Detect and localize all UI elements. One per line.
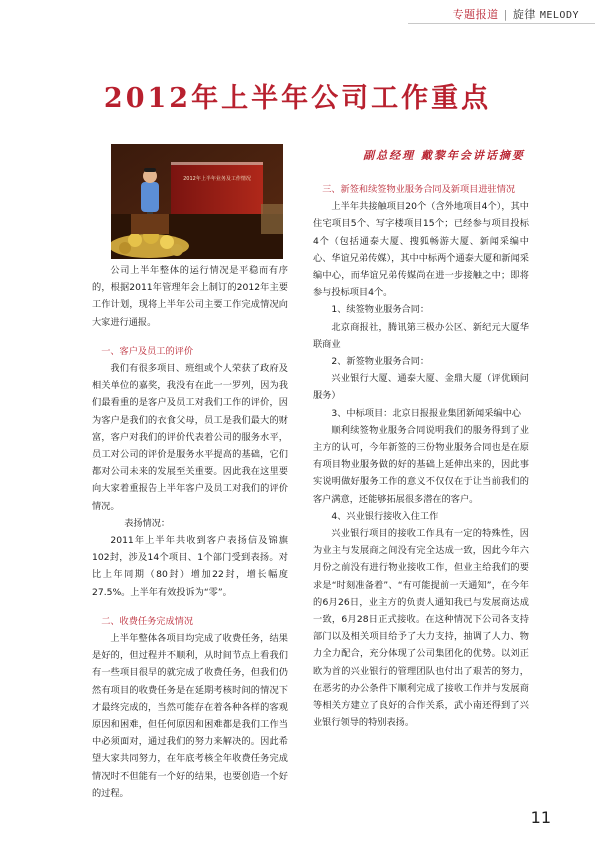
header-rule (408, 23, 595, 24)
article-byline: 副总经理 戴黎年会讲话摘要 (363, 149, 525, 162)
list-item-detail: 北京商报社，腾讯第三极办公区、新纪元大厦华联商业 (313, 321, 529, 350)
paragraph: 兴业银行项目的接收工作具有一定的特殊性，因为业主与发展商之间没有完全达成一致，因此今年六月份之前没有进行物业接收工作，但业主给我们的要求是“时刻准备着”、“有可能提前一天通知”，在今年的6月26日，业主方的负责人通知我已与发展商达成一致，6月28日正式接收。在这种情况下公司各支持部门以及相关项目给予了大力支持，抽调了人力、物力全力配合，充分体现了公司集团化的优势。以刘正欧为首的兴业银行的管理团队也付出了艰苦的努力，在恶劣的办公条件下顺利完成了接收工作并与发展商等相关方建立了良好的合作关系，武小南还得到了兴业银行领导的特别表扬。 (313, 528, 529, 729)
section-heading-2: 二、收费任务完成情况 (101, 615, 194, 627)
list-item: 4、兴业银行接收入住工作 (331, 510, 439, 522)
right-column (313, 181, 529, 732)
paragraph: 我们有很多项目、班组或个人荣获了政府及相关单位的嘉奖，我没有在此一一罗列，因为我们最看重的是客户及员工对我们工作的评价，因为客户是我们的衣食父母，员工是我们最大的财富，客户对我们的评价代表着公司的服务水平，员工对公司的评价是服务水平提高的基础，它们都对公司未来的发展至关重要。因此我在这里要向大家着重报告上半年客户及员工对我们的评价情况。 (92, 363, 288, 512)
photo-stage-speaker-icon (111, 144, 283, 259)
paragraph: 2011年上半年共收到客户表扬信及锦旗102封，涉及14个项目、1个部门受到表扬。对比上年同期（80封）增加22封，增长幅度27.5%。上半年有效投诉为“零”。 (92, 535, 288, 598)
list-item: 3、中标项目：北京日报报业集团新闻采编中心 (331, 407, 521, 419)
page-number: 11 (530, 808, 551, 827)
paragraph: 顺利续签物业服务合同说明我们的服务得到了业主方的认可，今年新签的三份物业服务合同也是在原有项目物业服务做的好的基础上延伸出来的，因此事实说明做好服务工作的意义不仅仅在于让当前我们的客户满意，还能够拓展很多潜在的客户。 (313, 424, 529, 505)
left-column (92, 262, 288, 802)
header-section: 专题报道 (452, 8, 499, 21)
list-item: 2、新签物业服务合同： (331, 356, 430, 368)
paragraph: 上半年整体各项目均完成了收费任务，结果是好的，但过程并不顺利，从时间节点上看我们有一些项目很早的就完成了收费任务，但我们仍然有项目的收费任务是在延期考核时间的情况下才最终完成的，当然可能存在着各种各样的客观原因和困难，但任何原因和困难都是我们工作当中必须面对，通过我们的努力来解决的。因此希望大家共同努力，在年底考核全年收费任务完成情况时不但能有一个好的结果，也要创造一个好的过程。 (92, 633, 288, 799)
article-photo (111, 144, 283, 259)
page-header (0, 0, 595, 44)
paragraph: 表扬情况： (124, 517, 171, 529)
section-heading-3: 三、新签和续签物业服务合同及新项目进驻情况 (322, 184, 516, 195)
section-heading-1: 一、客户及员工的评价 (101, 345, 194, 357)
header-separator: | (503, 8, 508, 21)
photo-screen-caption: 2012年上半年业务及工作情况 (183, 176, 251, 182)
intro-paragraph: 公司上半年整体的运行情况是平稳而有序的，根据2011年管理年会上制订的2012年主要工作计划，现将上半年公司主要工作完成情况向大家进行通报。 (92, 265, 288, 328)
header-section-label (453, 6, 579, 22)
header-column-en: MELODY (539, 10, 579, 21)
list-item-detail: 兴业银行大厦、通泰大厦、金鼎大厦（评优顾问服务） (313, 373, 529, 402)
header-column: 旋律 (512, 8, 536, 21)
list-item: 1、续签物业服务合同： (331, 304, 430, 316)
paragraph: 上半年共接触项目20个（含外地项目4个），其中住宅项目5个、写字楼项目15个；已经参与项目投标4个（包括通泰大厦、搜狐畅游大厦、新闻采编中心、华谊兄弟传媒），其中中标两个通泰大厦和新闻采编中心，而华谊兄弟传媒尚在进一步接触之中；即将参与投标项目4个。 (313, 201, 529, 299)
article-title: 2012年上半年公司工作重点 (103, 83, 492, 114)
